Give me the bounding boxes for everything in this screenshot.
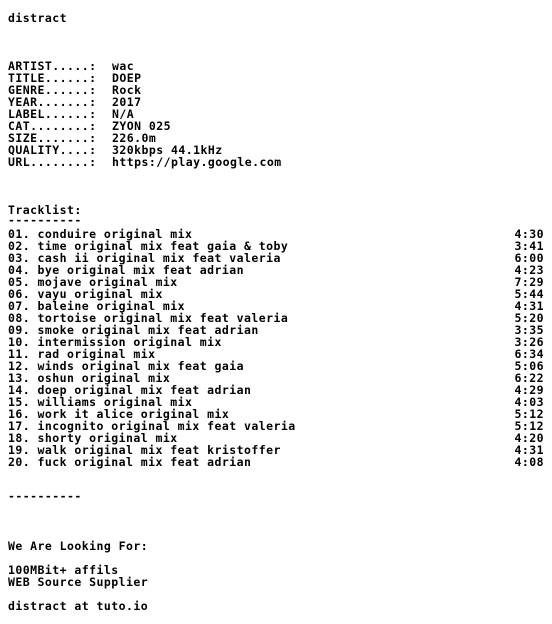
track-time: 4:31 <box>514 299 544 313</box>
info-key: SIZE.......: <box>8 131 104 145</box>
info-value: DOEP <box>112 71 142 85</box>
track-time: 4:03 <box>514 395 544 409</box>
track-title: 11. rad original mix <box>8 347 156 361</box>
info-url <box>8 156 544 168</box>
track-time: 4:20 <box>514 431 544 445</box>
track-time: 4:23 <box>514 263 544 277</box>
track-title: 17. incognito original mix feat valeria <box>8 419 296 433</box>
info-value: 320kbps 44.1kHz <box>112 143 223 157</box>
info-value: wac <box>112 59 135 73</box>
track-title: 05. mojave original mix <box>8 275 178 289</box>
release-group-title: distract <box>8 11 67 25</box>
info-key: CAT........: <box>8 119 104 133</box>
contact-line: distract at tuto.io <box>8 599 149 613</box>
track-time: 3:35 <box>514 323 544 337</box>
track-title: 03. cash ii original mix feat valeria <box>8 251 281 265</box>
tracklist-heading: Tracklist: <box>8 203 82 217</box>
track-title: 04. bye original mix feat adrian <box>8 263 244 277</box>
track-title: 14. doep original mix feat adrian <box>8 383 252 397</box>
track-title: 15. williams original mix <box>8 395 193 409</box>
info-key: URL........: <box>8 155 104 169</box>
track-time: 5:12 <box>514 407 544 421</box>
track-time: 4:30 <box>514 227 544 241</box>
info-value: ZYON 025 <box>112 119 171 133</box>
track-title: 10. intermission original mix <box>8 335 222 349</box>
looking-for-line: WEB Source Supplier <box>8 575 149 589</box>
info-key: QUALITY....: <box>8 143 104 157</box>
info-value: https://play.google.com <box>112 155 282 169</box>
track-time: 4:29 <box>514 383 544 397</box>
info-key: LABEL......: <box>8 107 104 121</box>
track-title: 07. baleine original mix <box>8 299 185 313</box>
info-value: N/A <box>112 107 135 121</box>
info-key: GENRE......: <box>8 83 104 97</box>
track-time: 6:22 <box>514 371 544 385</box>
track-time: 5:12 <box>514 419 544 433</box>
looking-for-heading: We Are Looking For: <box>8 539 149 553</box>
track-title: 01. conduire original mix <box>8 227 193 241</box>
track-title: 02. time original mix feat gaia & toby <box>8 239 289 253</box>
track-title: 13. oshun original mix <box>8 371 171 385</box>
track-title: 18. shorty original mix <box>8 431 178 445</box>
track-title: 19. walk original mix feat kristoffer <box>8 443 281 457</box>
track-title: 12. winds original mix feat gaia <box>8 359 244 373</box>
looking-for-line: 100MBit+ affils <box>8 563 119 577</box>
track-title: 06. vayu original mix <box>8 287 163 301</box>
track-time: 5:44 <box>514 287 544 301</box>
track-title: 16. work it alice original mix <box>8 407 230 421</box>
tracklist-underline: ---------- <box>8 213 82 227</box>
track-time: 3:41 <box>514 239 544 253</box>
info-value: 2017 <box>112 95 142 109</box>
track-time: 6:34 <box>514 347 544 361</box>
track-title: 09. smoke original mix feat adrian <box>8 323 259 337</box>
info-key: TITLE......: <box>8 71 104 85</box>
track-time: 7:29 <box>514 275 544 289</box>
info-value: 226.0m <box>112 131 157 145</box>
track-time: 3:26 <box>514 335 544 349</box>
track-time: 4:08 <box>514 455 544 469</box>
track-title: 20. fuck original mix feat adrian <box>8 455 252 469</box>
track-time: 6:00 <box>514 251 544 265</box>
track-time: 5:20 <box>514 311 544 325</box>
track-time: 5:06 <box>514 359 544 373</box>
track-row <box>8 456 544 468</box>
info-key: YEAR.......: <box>8 95 104 109</box>
info-key: ARTIST.....: <box>8 59 104 73</box>
track-title: 08. tortoise original mix feat valeria <box>8 311 289 325</box>
tracklist-footer-rule: ---------- <box>8 489 82 503</box>
track-time: 4:31 <box>514 443 544 457</box>
info-value: Rock <box>112 83 142 97</box>
